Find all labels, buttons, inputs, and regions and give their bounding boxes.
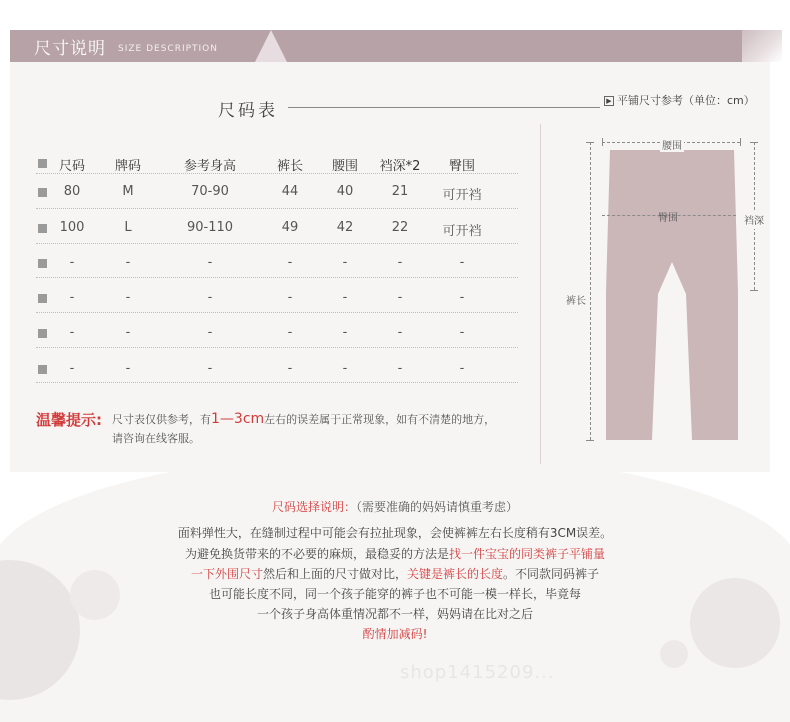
column-header: 裤长 xyxy=(276,159,304,174)
play-icon: ▶ xyxy=(604,96,614,106)
unit-note-text: 平铺尺寸参考（单位：cm） xyxy=(617,94,755,107)
table-cell: - xyxy=(69,325,75,340)
table-cell: - xyxy=(207,255,213,270)
table-cell: - xyxy=(125,290,131,305)
row-bullet xyxy=(38,188,47,197)
table-cell: - xyxy=(69,290,75,305)
table-cell: 90-110 xyxy=(186,220,234,235)
table-cell: - xyxy=(342,361,348,376)
table-cell: - xyxy=(69,255,75,270)
table-cell: 44 xyxy=(281,184,299,199)
table-cell: - xyxy=(459,255,465,270)
tip-text-line2: 请咨询在线客服。 xyxy=(112,432,200,445)
tip-text xyxy=(112,410,542,448)
row-bullet xyxy=(38,294,47,303)
table-cell: - xyxy=(69,361,75,376)
table-cell: 可开裆 xyxy=(442,188,482,203)
table-cell: M xyxy=(122,184,134,199)
row-bullet xyxy=(38,365,47,374)
table-cell: 100 xyxy=(59,220,85,235)
row-bullet xyxy=(38,159,47,168)
selection-text: 然后和上面的尺寸做对比， xyxy=(262,567,407,581)
pants-diagram xyxy=(598,142,746,444)
table-cell: - xyxy=(459,361,465,376)
selection-title xyxy=(0,498,790,515)
selection-highlight: 关键是裤长的长度 xyxy=(407,567,504,581)
tip-text-part: 左右的误差属于正常现象，如有不清楚的地方， xyxy=(264,413,496,426)
table-cell: 42 xyxy=(336,220,354,235)
decor-circle xyxy=(660,640,688,668)
table-cell: 可开裆 xyxy=(442,224,482,239)
table-cell: 49 xyxy=(281,220,299,235)
row-divider xyxy=(36,347,518,348)
table-cell: - xyxy=(125,255,131,270)
table-cell: 21 xyxy=(391,184,409,199)
selection-highlight: 一下外围尺寸 xyxy=(190,567,263,581)
column-header: 牌码 xyxy=(114,159,142,174)
table-cell: L xyxy=(124,220,132,235)
table-cell: - xyxy=(207,325,213,340)
table-cell: - xyxy=(125,325,131,340)
table-cell: - xyxy=(287,290,293,305)
table-cell: - xyxy=(397,290,403,305)
header-decoration-corner xyxy=(742,30,782,62)
column-header: 臀围 xyxy=(448,159,476,174)
selection-title-rest: （需要准确的妈妈请慎重考虑） xyxy=(356,500,519,514)
column-header: 参考身高 xyxy=(183,159,237,174)
tick xyxy=(750,290,758,291)
table-cell: - xyxy=(207,361,213,376)
row-divider xyxy=(36,312,518,313)
tip-text-part: 尺寸表仅供参考，有 xyxy=(112,413,211,426)
row-divider xyxy=(36,382,518,383)
unit-note xyxy=(604,92,755,108)
tip-title: 温馨提示: xyxy=(36,411,102,429)
row-divider xyxy=(36,277,518,278)
table-cell: - xyxy=(397,325,403,340)
row-divider xyxy=(36,243,518,244)
column-header: 裆深*2 xyxy=(379,159,421,174)
table-cell: - xyxy=(459,290,465,305)
column-header: 尺码 xyxy=(58,159,86,174)
selection-title-red: 尺码选择说明： xyxy=(271,500,356,514)
header-decoration xyxy=(255,30,287,62)
table-cell: 70-90 xyxy=(191,184,229,199)
selection-line xyxy=(0,565,790,582)
tick xyxy=(586,440,594,441)
table-cell: - xyxy=(342,325,348,340)
row-bullet xyxy=(38,224,47,233)
title-underline xyxy=(288,107,600,108)
selection-line: 也可能长度不同，同一个孩子能穿的裤子也不可能一模一样长，毕竟每 xyxy=(208,587,581,601)
table-cell: - xyxy=(342,290,348,305)
table-cell: - xyxy=(397,361,403,376)
selection-line xyxy=(0,545,790,562)
header-subtitle: SIZE DESCRIPTION xyxy=(118,44,218,54)
table-title: 尺码表 xyxy=(218,101,278,121)
row-bullet xyxy=(38,259,47,268)
waist-label: 腰围 xyxy=(660,137,684,152)
table-cell: - xyxy=(459,325,465,340)
tick xyxy=(750,142,758,143)
selection-line: 一个孩子身高体重情况都不一样，妈妈请在比对之后 xyxy=(256,607,533,621)
table-cell: - xyxy=(125,361,131,376)
selection-line: 面料弹性大，在缝制过程中可能会有拉扯现象，会使裤裤左右长度稍有3CM误差。 xyxy=(177,526,613,540)
tip-highlight: 1—3cm xyxy=(211,411,265,427)
row-bullet xyxy=(38,329,47,338)
header-title: 尺寸说明 xyxy=(34,39,106,59)
pants-shape xyxy=(606,150,738,440)
hip-label: 臀围 xyxy=(658,213,678,224)
table-cell: - xyxy=(287,325,293,340)
row-divider xyxy=(36,208,518,209)
table-cell: - xyxy=(287,255,293,270)
table-cell: 80 xyxy=(63,184,81,199)
length-measure-line xyxy=(590,142,591,440)
selection-text: 。不同款同码裤子 xyxy=(503,567,600,581)
selection-line: 酌情加减码! xyxy=(362,627,428,641)
tick xyxy=(740,138,741,146)
tick xyxy=(586,142,594,143)
rise-label: 裆深 xyxy=(744,210,764,229)
row-divider xyxy=(36,173,518,174)
table-cell: - xyxy=(342,255,348,270)
table-cell: 22 xyxy=(391,220,409,235)
table-cell: - xyxy=(287,361,293,376)
table-cell: 40 xyxy=(336,184,354,199)
table-cell: - xyxy=(397,255,403,270)
selection-highlight: 找一件宝宝的同类裤子平铺量 xyxy=(449,547,606,561)
column-header: 腰围 xyxy=(331,159,359,174)
table-cell: - xyxy=(207,290,213,305)
tick xyxy=(602,138,603,146)
length-label: 裤长 xyxy=(566,290,586,309)
selection-text: 为避免换货带来的不必要的麻烦，最稳妥的方法是 xyxy=(184,547,449,561)
watermark: shop1415209... xyxy=(400,662,555,683)
